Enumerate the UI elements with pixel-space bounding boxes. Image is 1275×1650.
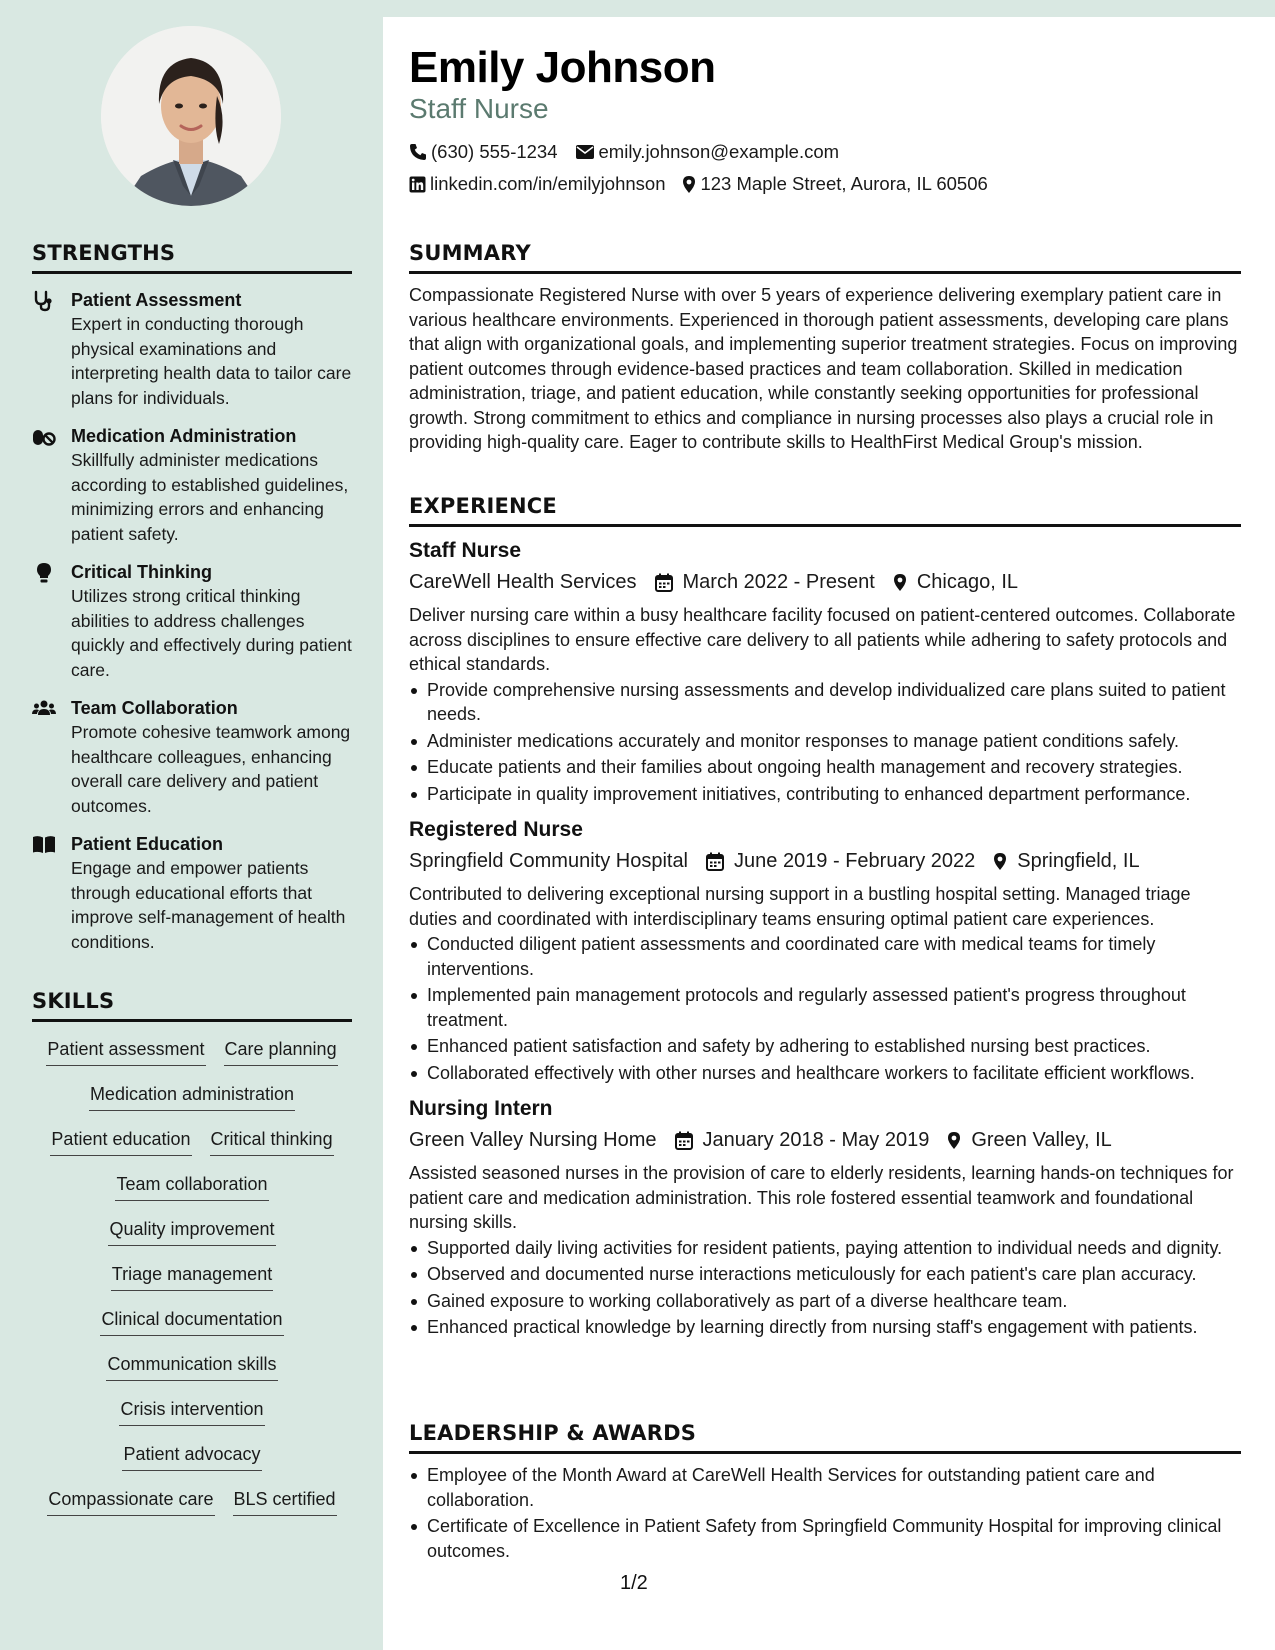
skill-tag: Patient advocacy bbox=[122, 1439, 261, 1471]
strength-item bbox=[32, 696, 352, 818]
skills-heading: SKILLS bbox=[32, 989, 352, 1022]
phone-contact[interactable] bbox=[409, 139, 558, 165]
strength-item bbox=[32, 288, 352, 410]
strength-desc: Promote cohesive teamwork among healthcare colleagues, enhancing overall care delivery and patient outcomes. bbox=[71, 722, 351, 816]
lightbulb-icon bbox=[32, 562, 56, 584]
calendar-icon bbox=[706, 852, 724, 871]
skill-tag: Triage management bbox=[111, 1259, 273, 1291]
header bbox=[409, 42, 1241, 200]
book-icon bbox=[32, 834, 56, 856]
experience-heading: EXPERIENCE bbox=[409, 494, 1241, 527]
map-pin-icon bbox=[682, 175, 696, 194]
email-text: emily.johnson@example.com bbox=[598, 141, 840, 162]
page-number: 1/2 bbox=[620, 1572, 648, 1594]
skill-tag: Team collaboration bbox=[115, 1169, 268, 1201]
list-item: Participate in quality improvement initiatives, contributing to enhanced department performance. bbox=[409, 782, 1241, 807]
summary-section bbox=[409, 241, 1241, 455]
strength-item bbox=[32, 560, 352, 682]
calendar-icon bbox=[655, 573, 673, 592]
list-item: Conducted diligent patient assessments and coordinated care with medical teams for timely interventions. bbox=[409, 932, 1241, 981]
summary-heading: SUMMARY bbox=[409, 241, 1241, 274]
skills-list bbox=[32, 1034, 352, 1529]
job-company: CareWell Health Services bbox=[409, 571, 637, 593]
strength-title: Team Collaboration bbox=[71, 698, 238, 718]
linkedin-contact[interactable] bbox=[409, 171, 665, 197]
linkedin-text: linkedin.com/in/emilyjohnson bbox=[430, 173, 666, 194]
pills-icon bbox=[32, 426, 56, 448]
skill-tag: Care planning bbox=[224, 1034, 338, 1066]
job-title: Nursing Intern bbox=[409, 1097, 553, 1120]
experience-section bbox=[409, 494, 1241, 1342]
list-item: Certificate of Excellence in Patient Safety from Springfield Community Hospital for improving clinical outcomes. bbox=[409, 1514, 1241, 1563]
list-item: Enhanced patient satisfaction and safety by adhering to established nursing best practices. bbox=[409, 1034, 1241, 1059]
job-bullets bbox=[409, 932, 1241, 1085]
skill-tag: Critical thinking bbox=[210, 1124, 334, 1156]
skills-section bbox=[32, 989, 352, 1529]
list-item: Collaborated effectively with other nurses and healthcare workers to facilitate efficient workflows. bbox=[409, 1061, 1241, 1086]
top-band bbox=[383, 0, 1275, 17]
map-pin-icon bbox=[947, 1131, 961, 1150]
awards-heading: LEADERSHIP & AWARDS bbox=[409, 1421, 1241, 1454]
map-pin-icon bbox=[893, 573, 907, 592]
skill-tag: Communication skills bbox=[106, 1349, 277, 1381]
list-item: Provide comprehensive nursing assessments and develop individualized care plans suited to patient needs. bbox=[409, 678, 1241, 727]
stethoscope-icon bbox=[32, 290, 56, 312]
list-item: Supported daily living activities for resident patients, paying attention to individual needs and dignity. bbox=[409, 1236, 1241, 1261]
job-dates: March 2022 - Present bbox=[682, 571, 875, 593]
list-item: Gained exposure to working collaboratively as part of a diverse healthcare team. bbox=[409, 1289, 1241, 1314]
strength-title: Critical Thinking bbox=[71, 562, 213, 582]
strengths-section bbox=[32, 241, 352, 954]
job-description: Contributed to delivering exceptional nursing support in a bustling hospital setting. Managed triage duties and coordinated with interdisciplinary teams ensuring optimal patient care experiences. bbox=[409, 884, 1191, 929]
profile-photo bbox=[101, 26, 281, 206]
skill-tag: Clinical documentation bbox=[100, 1304, 283, 1336]
job-location: Springfield, IL bbox=[1017, 850, 1140, 872]
address-text: 123 Maple Street, Aurora, IL 60506 bbox=[700, 173, 988, 194]
job-location: Chicago, IL bbox=[916, 571, 1018, 593]
email-contact[interactable] bbox=[575, 139, 840, 165]
list-item: Educate patients and their families about ongoing health management and recovery strategies. bbox=[409, 755, 1241, 780]
awards-section bbox=[409, 1421, 1241, 1565]
summary-text: Compassionate Registered Nurse with over 5 years of experience delivering exemplary patient care in various healthcare environments. Experienced in thorough patient assessments, developing care plans that align with organizational goals, and implementing superior treatment strategies. Focus on improving patient outcomes through evidence-based practices and team collaboration. Skilled in medication administration, triage, and patient education, while constantly seeking opportunities for professional growth. Strong commitment to ethics and compliance in nursing processes also plays a crucial role in providing high-quality care. Eager to contribute skills to HealthFirst Medical Group's mission. bbox=[409, 285, 1238, 452]
map-pin-icon bbox=[993, 852, 1007, 871]
strength-desc: Utilizes strong critical thinking abilities to address challenges quickly and effectively during patient care. bbox=[71, 586, 352, 680]
phone-icon bbox=[409, 143, 427, 161]
skill-tag: Patient education bbox=[50, 1124, 191, 1156]
job-entry bbox=[409, 816, 1241, 1085]
skill-tag: Patient assessment bbox=[46, 1034, 205, 1066]
skill-tag: Crisis intervention bbox=[119, 1394, 264, 1426]
address-contact bbox=[682, 171, 987, 197]
job-location: Green Valley, IL bbox=[971, 1129, 1112, 1151]
linkedin-icon bbox=[409, 176, 426, 193]
strength-item bbox=[32, 424, 352, 546]
envelope-icon bbox=[575, 144, 595, 160]
job-company: Springfield Community Hospital bbox=[409, 850, 689, 872]
phone-text: (630) 555-1234 bbox=[431, 141, 558, 162]
list-item: Implemented pain management protocols and regularly assessed patient's progress throughout treatment. bbox=[409, 983, 1241, 1032]
calendar-icon bbox=[675, 1131, 693, 1150]
job-description: Deliver nursing care within a busy healthcare facility focused on patient-centered outcomes. Collaborate across disciplines to ensure effective care delivery to all patients while adhering to safety protocols and ethical standards. bbox=[409, 605, 1236, 674]
job-description: Assisted seasoned nurses in the provision of care to elderly residents, learning hands-on techniques for patient care and medication administration. This role fostered essential teamwork and foundational nursing skills. bbox=[409, 1163, 1234, 1232]
strength-desc: Skillfully administer medications according to established guidelines, minimizing errors and enhancing patient safety. bbox=[71, 450, 349, 544]
skill-tag: Compassionate care bbox=[47, 1484, 214, 1516]
list-item: Observed and documented nurse interactions meticulously for each patient's care plan accuracy. bbox=[409, 1262, 1241, 1287]
job-title: Staff Nurse bbox=[409, 539, 522, 562]
candidate-name: Emily Johnson bbox=[409, 43, 716, 92]
skill-tag: BLS certified bbox=[233, 1484, 337, 1516]
list-item: Administer medications accurately and monitor responses to manage patient conditions safely. bbox=[409, 729, 1241, 754]
job-title: Registered Nurse bbox=[409, 818, 583, 841]
strengths-heading: STRENGTHS bbox=[32, 241, 352, 274]
job-dates: January 2018 - May 2019 bbox=[702, 1129, 930, 1151]
job-dates: June 2019 - February 2022 bbox=[734, 850, 976, 872]
awards-list bbox=[409, 1463, 1241, 1563]
skill-tag: Medication administration bbox=[89, 1079, 295, 1111]
strength-desc: Engage and empower patients through educational efforts that improve self-management of health conditions. bbox=[71, 858, 346, 952]
job-bullets bbox=[409, 1236, 1241, 1340]
job-bullets bbox=[409, 678, 1241, 807]
users-icon bbox=[32, 698, 56, 720]
candidate-title: Staff Nurse bbox=[409, 93, 549, 124]
job-entry bbox=[409, 1095, 1241, 1340]
list-item: Enhanced practical knowledge by learning directly from nursing staff's engagement with patients. bbox=[409, 1315, 1241, 1340]
strength-desc: Expert in conducting thorough physical examinations and interpreting health data to tailor care plans for individuals. bbox=[71, 314, 352, 408]
strength-title: Patient Education bbox=[71, 834, 224, 854]
list-item: Employee of the Month Award at CareWell Health Services for outstanding patient care and collaboration. bbox=[409, 1463, 1241, 1512]
job-company: Green Valley Nursing Home bbox=[409, 1129, 657, 1151]
strength-title: Medication Administration bbox=[71, 426, 297, 446]
skill-tag: Quality improvement bbox=[108, 1214, 275, 1246]
strength-item bbox=[32, 832, 352, 954]
strength-title: Patient Assessment bbox=[71, 290, 242, 310]
job-entry bbox=[409, 537, 1241, 806]
